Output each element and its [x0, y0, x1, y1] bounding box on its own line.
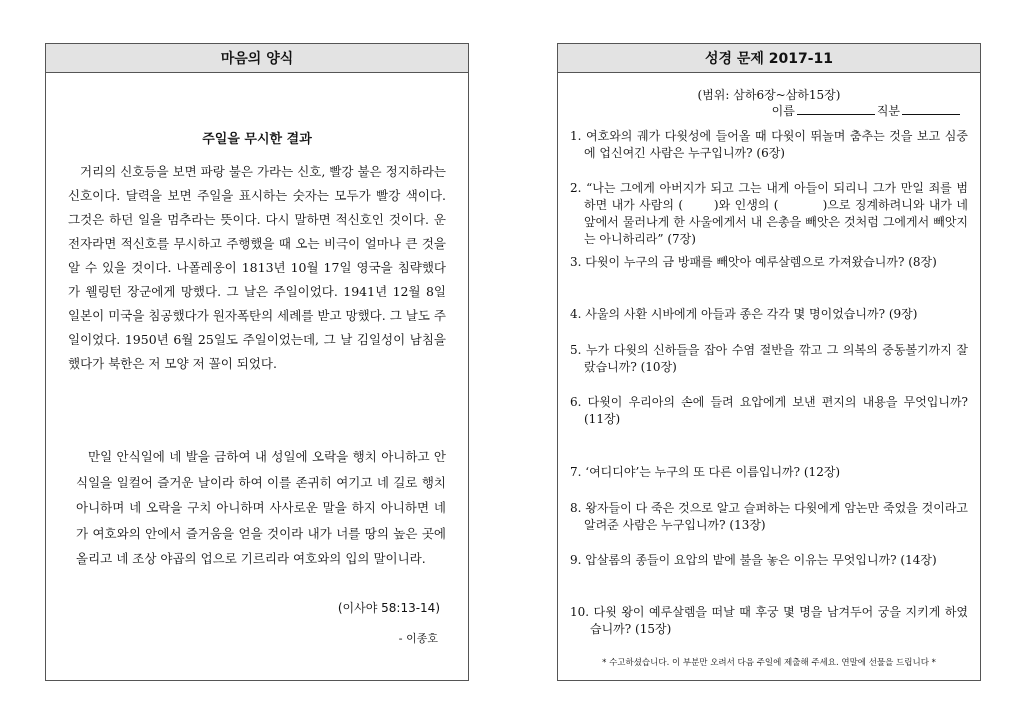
question-1: 1. 여호와의 궤가 다윗성에 들어올 때 다윗이 뛰놀며 춤추는 것을 보고 심중에 업신여긴 사람은 누구입니까? (6장) [570, 129, 968, 160]
question-10: 10. 다윗 왕이 예루살렘을 떠날 때 후궁 몇 명을 남겨두어 궁을 지키게 하였습니까? (15장) [570, 605, 968, 636]
quiz-panel [557, 43, 981, 681]
essay-text: 거리의 신호등을 보면 파랑 불은 가라는 신호, 빨강 불은 정지하라는 신호이다. 달력을 보면 주일을 표시하는 숫자는 모두가 빨강 색이다. 그것은 하던 일을 멈추라는 뜻이다. 다시 말하면 적신호인 것이다. 운전자라면 적신호를 무시하고 주행했을 때 오는 비극이 얼마나 큰 것을 알 수 있을 것이다. 나폴레옹이 1813년 10월 17일 영국을 침략했다가 웰링턴 장군에게 망했다. 그 날은 주일이었다. 1941년 12월 8일 일본이 미국을 침공했다가 원자폭탄의 세례를 받고 망했다. 그 날도 주일이었다. 1950년 6월 25일도 주일이었는데, 그 날 김일성이 남침을 했다가 북한은 저 모양 저 꼴이 되었다. [68, 164, 446, 371]
question-2: 2. “나는 그에게 아버지가 되고 그는 내게 아들이 되리니 그가 만일 죄를 범하면 내가 사람의 ( )와 인생의 ( )으로 징계하려니와 내가 네 앞에서 물러나게 한 사울에게서 내 은총을 빼앗은 것처럼 그에게서 빼앗지는 아니하리라” (7장) [570, 181, 968, 246]
scripture-text: 만일 안식일에 네 발을 금하여 내 성일에 오락을 행치 아니하고 안식일을 일컬어 즐거운 날이라 하여 이를 존귀히 여기고 네 길로 행치 아니하며 네 오락을 구치 아니하며 사사로운 말을 하지 아니하면 네가 여호와의 안에서 즐거움을 얻을 것이라 내가 너를 땅의 높은 곳에 올리고 네 조상 야곱의 업으로 기르리라 여호와의 입의 말이니라. [76, 449, 446, 566]
essay-title: 주일을 무시한 결과 [202, 132, 312, 147]
quiz-range: (범위: 삼하6장~삼하15장) [697, 88, 841, 102]
question-3: 3. 다윗이 누구의 금 방패를 빼앗아 예루살렘으로 가져왔습니까? (8장) [570, 255, 937, 269]
scripture-reference: (이사야 58:13-14) [337, 601, 440, 615]
question-6: 6. 다윗이 우리아의 손에 들려 요압에게 보낸 편지의 내용을 무엇입니까? (11장) [570, 395, 968, 426]
author-name: - 이종호 [398, 632, 438, 645]
question-5: 5. 누가 다윗의 신하들을 잡아 수염 절반을 깎고 그 의복의 중동볼기까지 잘랐습니까? (10장) [570, 343, 968, 374]
devotional-panel [45, 43, 469, 681]
quiz-header: 성경 문제 2017-11 [558, 44, 980, 73]
position-blank[interactable] [902, 103, 960, 115]
quiz-footnote: * 수고하셨습니다. 이 부분만 오려서 다음 주일에 제출해 주세요. 연말에 선물을 드립니다 * [602, 658, 936, 668]
question-9: 9. 압살롬의 종들이 요압의 밭에 불을 놓은 이유는 무엇입니까? (14장) [570, 553, 937, 567]
position-label: 직분 [876, 104, 900, 118]
name-position-line [772, 102, 962, 119]
name-label: 이름 [771, 104, 795, 118]
question-4: 4. 사울의 사환 시바에게 아들과 종은 각각 몇 명이었습니까? (9장) [570, 307, 918, 321]
name-blank[interactable] [797, 103, 875, 115]
devotional-header: 마음의 양식 [46, 44, 468, 73]
question-8: 8. 왕자들이 다 죽은 것으로 알고 슬퍼하는 다윗에게 암논만 죽었을 것이라고 알려준 사람은 누구입니까? (13장) [570, 501, 968, 532]
question-7: 7. ‘여디디야’는 누구의 또 다른 이름입니까? (12장) [570, 465, 841, 479]
